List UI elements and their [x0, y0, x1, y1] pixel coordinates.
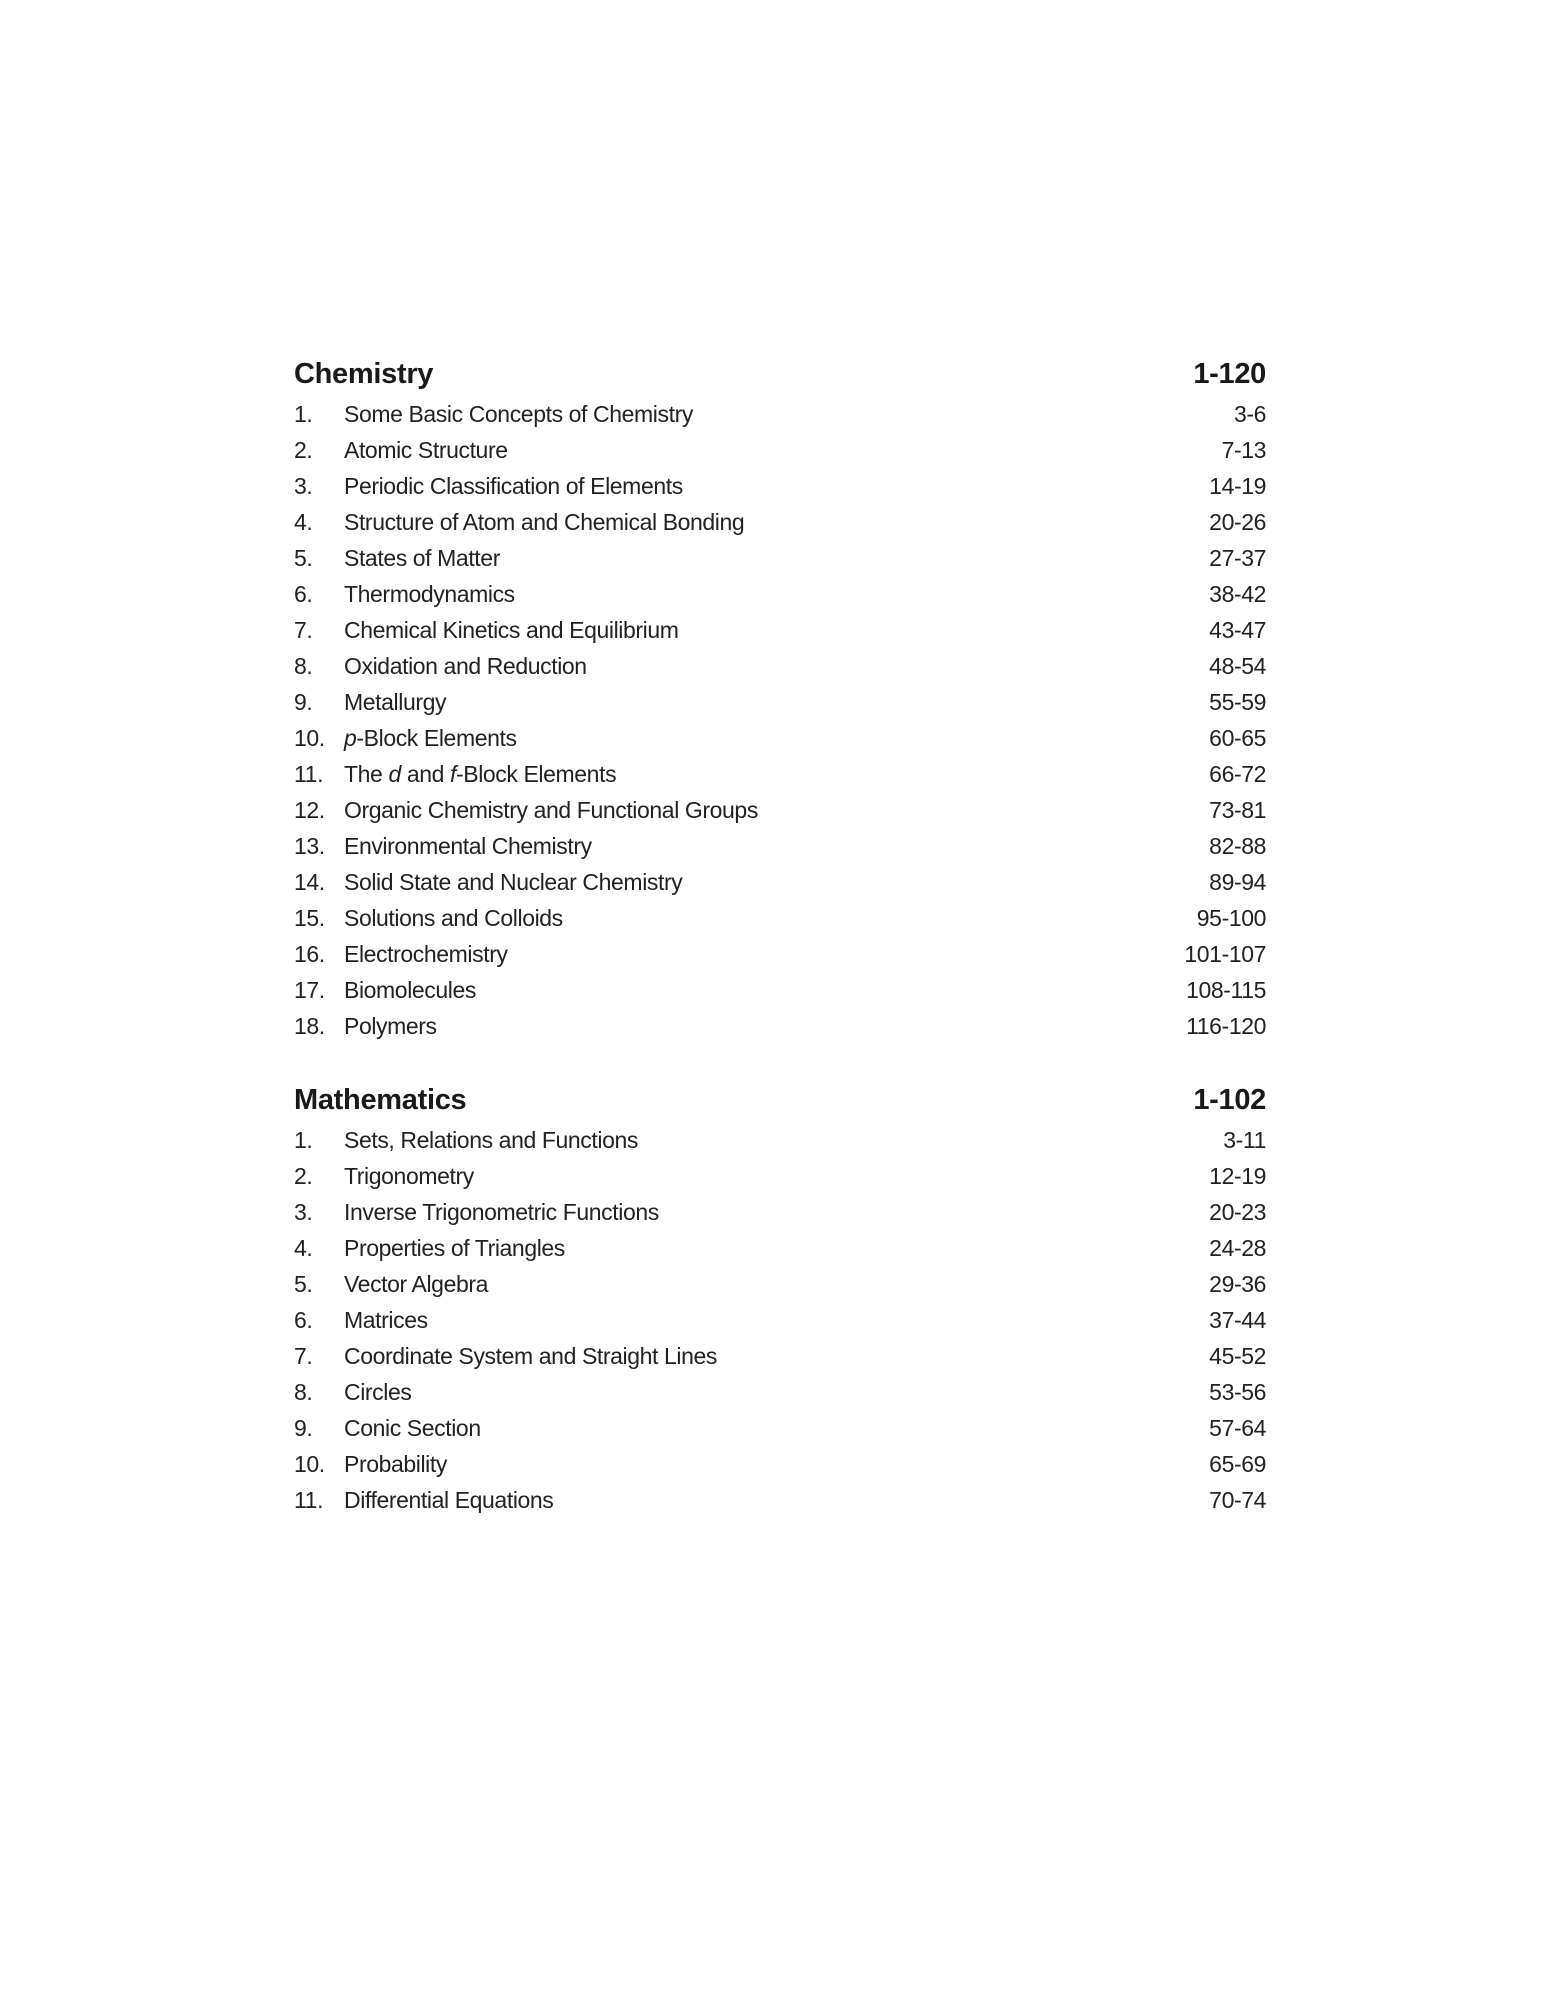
section-chemistry: [294, 352, 1266, 1044]
entry-title: Conic Section: [344, 1415, 481, 1441]
entry-number: 6.: [294, 1307, 313, 1333]
entry-title-italic: p: [344, 725, 357, 751]
entry-pages: 37-44: [1209, 1307, 1266, 1333]
entry-pages: 66-72: [1209, 761, 1266, 787]
entry-pages: 116-120: [1186, 1013, 1266, 1039]
entry-pages: 101-107: [1184, 941, 1266, 967]
entry-pages: 20-23: [1209, 1199, 1266, 1225]
entry-title-part: The: [344, 761, 389, 787]
entry-title: Properties of Triangles: [344, 1235, 565, 1261]
entry-pages: 89-94: [1209, 869, 1266, 895]
entry-title: Organic Chemistry and Functional Groups: [344, 797, 758, 823]
entry-title: Vector Algebra: [344, 1271, 489, 1297]
entry-pages: 20-26: [1209, 509, 1266, 535]
list-item: [294, 1410, 1266, 1446]
entry-title: Solid State and Nuclear Chemistry: [344, 869, 683, 895]
entry-number: 11.: [294, 1487, 324, 1513]
entry-pages: 14-19: [1209, 473, 1266, 499]
entry-number: 14.: [294, 869, 325, 895]
list-item: [294, 396, 1266, 432]
list-item: [294, 432, 1266, 468]
entry-title: Structure of Atom and Chemical Bonding: [344, 509, 745, 535]
entry-number: 5.: [294, 1271, 313, 1297]
entry-pages: 73-81: [1209, 797, 1266, 823]
entry-title: Oxidation and Reduction: [344, 653, 587, 679]
entry-pages: 3-11: [1223, 1127, 1266, 1153]
entry-pages: 29-36: [1209, 1271, 1266, 1297]
entry-number: 6.: [294, 581, 313, 607]
section-mathematics: [294, 1078, 1266, 1518]
entry-pages: 82-88: [1209, 833, 1266, 859]
list-item: [294, 900, 1266, 936]
entry-number: 8.: [294, 653, 313, 679]
entry-pages: 70-74: [1209, 1487, 1266, 1513]
entry-number: 11.: [294, 761, 324, 787]
entry-number: 15.: [294, 905, 325, 931]
list-item: [294, 720, 1266, 756]
entry-title-rest: -Block Elements: [356, 725, 517, 751]
entry-pages: 48-54: [1209, 653, 1266, 679]
entry-pages: 43-47: [1209, 617, 1266, 643]
entry-list: [294, 396, 1266, 1044]
entry-title: Chemical Kinetics and Equilibrium: [344, 617, 679, 643]
list-item: [294, 936, 1266, 972]
entry-number: 17.: [294, 977, 325, 1003]
table-of-contents: [294, 352, 1266, 1518]
entry-title: Circles: [344, 1379, 412, 1405]
entry-title: Inverse Trigonometric Functions: [344, 1199, 659, 1225]
entry-number: 8.: [294, 1379, 313, 1405]
entry-pages: 95-100: [1196, 905, 1266, 931]
entry-number: 9.: [294, 1415, 313, 1441]
list-item: [294, 468, 1266, 504]
entry-title: Solutions and Colloids: [344, 905, 563, 931]
entry-pages: 57-64: [1209, 1415, 1266, 1441]
list-item: [294, 684, 1266, 720]
entry-title: Atomic Structure: [344, 437, 508, 463]
list-item: [294, 1158, 1266, 1194]
entry-title: Electrochemistry: [344, 941, 508, 967]
entry-number: 7.: [294, 617, 313, 643]
entry-pages: 108-115: [1186, 977, 1266, 1003]
entry-number: 4.: [294, 509, 313, 535]
entry-number: 5.: [294, 545, 313, 571]
list-item: [294, 612, 1266, 648]
section-header: [294, 1078, 1266, 1122]
list-item: [294, 1374, 1266, 1410]
entry-pages: 53-56: [1209, 1379, 1266, 1405]
section-title: Chemistry: [294, 358, 434, 390]
entry-title: Trigonometry: [344, 1163, 474, 1189]
entry-number: 2.: [294, 437, 313, 463]
entry-number: 16.: [294, 941, 325, 967]
entry-title: [344, 720, 1209, 756]
entry-title: Sets, Relations and Functions: [344, 1127, 638, 1153]
list-item: [294, 1266, 1266, 1302]
entry-title: Polymers: [344, 1013, 437, 1039]
entry-title-italic: f: [450, 761, 456, 787]
entry-pages: 24-28: [1209, 1235, 1266, 1261]
entry-title: Metallurgy: [344, 689, 447, 715]
entry-title-italic: d: [388, 761, 401, 787]
entry-title-part: -Block Elements: [456, 761, 617, 787]
list-item: [294, 504, 1266, 540]
list-item: [294, 1482, 1266, 1518]
entry-pages: 55-59: [1209, 689, 1266, 715]
list-item: [294, 1230, 1266, 1266]
list-item: [294, 1338, 1266, 1374]
section-header: [294, 352, 1266, 396]
entry-pages: 7-13: [1221, 437, 1266, 463]
entry-number: 9.: [294, 689, 313, 715]
entry-number: 12.: [294, 797, 325, 823]
list-item: [294, 576, 1266, 612]
entry-title: Probability: [344, 1451, 447, 1477]
entry-number: 1.: [294, 1127, 313, 1153]
entry-pages: 45-52: [1209, 1343, 1266, 1369]
list-item: [294, 1302, 1266, 1338]
entry-number: 2.: [294, 1163, 313, 1189]
entry-number: 4.: [294, 1235, 313, 1261]
entry-title: [344, 756, 1209, 792]
entry-pages: 27-37: [1209, 545, 1266, 571]
entry-number: 13.: [294, 833, 325, 859]
entry-number: 10.: [294, 725, 325, 751]
list-item: [294, 864, 1266, 900]
entry-title: States of Matter: [344, 545, 500, 571]
list-item: [294, 792, 1266, 828]
entry-number: 10.: [294, 1451, 325, 1477]
entry-number: 1.: [294, 401, 313, 427]
list-item: [294, 648, 1266, 684]
entry-number: 7.: [294, 1343, 313, 1369]
list-item: [294, 1194, 1266, 1230]
section-title: Mathematics: [294, 1084, 467, 1116]
entry-number: 18.: [294, 1013, 325, 1039]
entry-list: [294, 1122, 1266, 1518]
entry-title: Environmental Chemistry: [344, 833, 592, 859]
entry-title: Thermodynamics: [344, 581, 515, 607]
list-item: [294, 1122, 1266, 1158]
list-item: [294, 1446, 1266, 1482]
entry-pages: 3-6: [1233, 401, 1266, 427]
list-item: [294, 1008, 1266, 1044]
entry-title-part: and: [400, 761, 450, 787]
entry-pages: 12-19: [1209, 1163, 1266, 1189]
entry-pages: 65-69: [1209, 1451, 1266, 1477]
entry-title: Some Basic Concepts of Chemistry: [344, 401, 693, 427]
entry-number: 3.: [294, 1199, 313, 1225]
list-item: [294, 756, 1266, 792]
entry-pages: 60-65: [1209, 725, 1266, 751]
section-page-range: 1-102: [1193, 1084, 1266, 1116]
section-page-range: 1-120: [1193, 358, 1266, 390]
list-item: [294, 972, 1266, 1008]
list-item: [294, 540, 1266, 576]
entry-number: 3.: [294, 473, 313, 499]
entry-pages: 38-42: [1209, 581, 1266, 607]
list-item: [294, 828, 1266, 864]
entry-title: Biomolecules: [344, 977, 476, 1003]
entry-title: Matrices: [344, 1307, 428, 1333]
entry-title: Differential Equations: [344, 1487, 554, 1513]
entry-title: Coordinate System and Straight Lines: [344, 1343, 717, 1369]
entry-title: Periodic Classification of Elements: [344, 473, 683, 499]
